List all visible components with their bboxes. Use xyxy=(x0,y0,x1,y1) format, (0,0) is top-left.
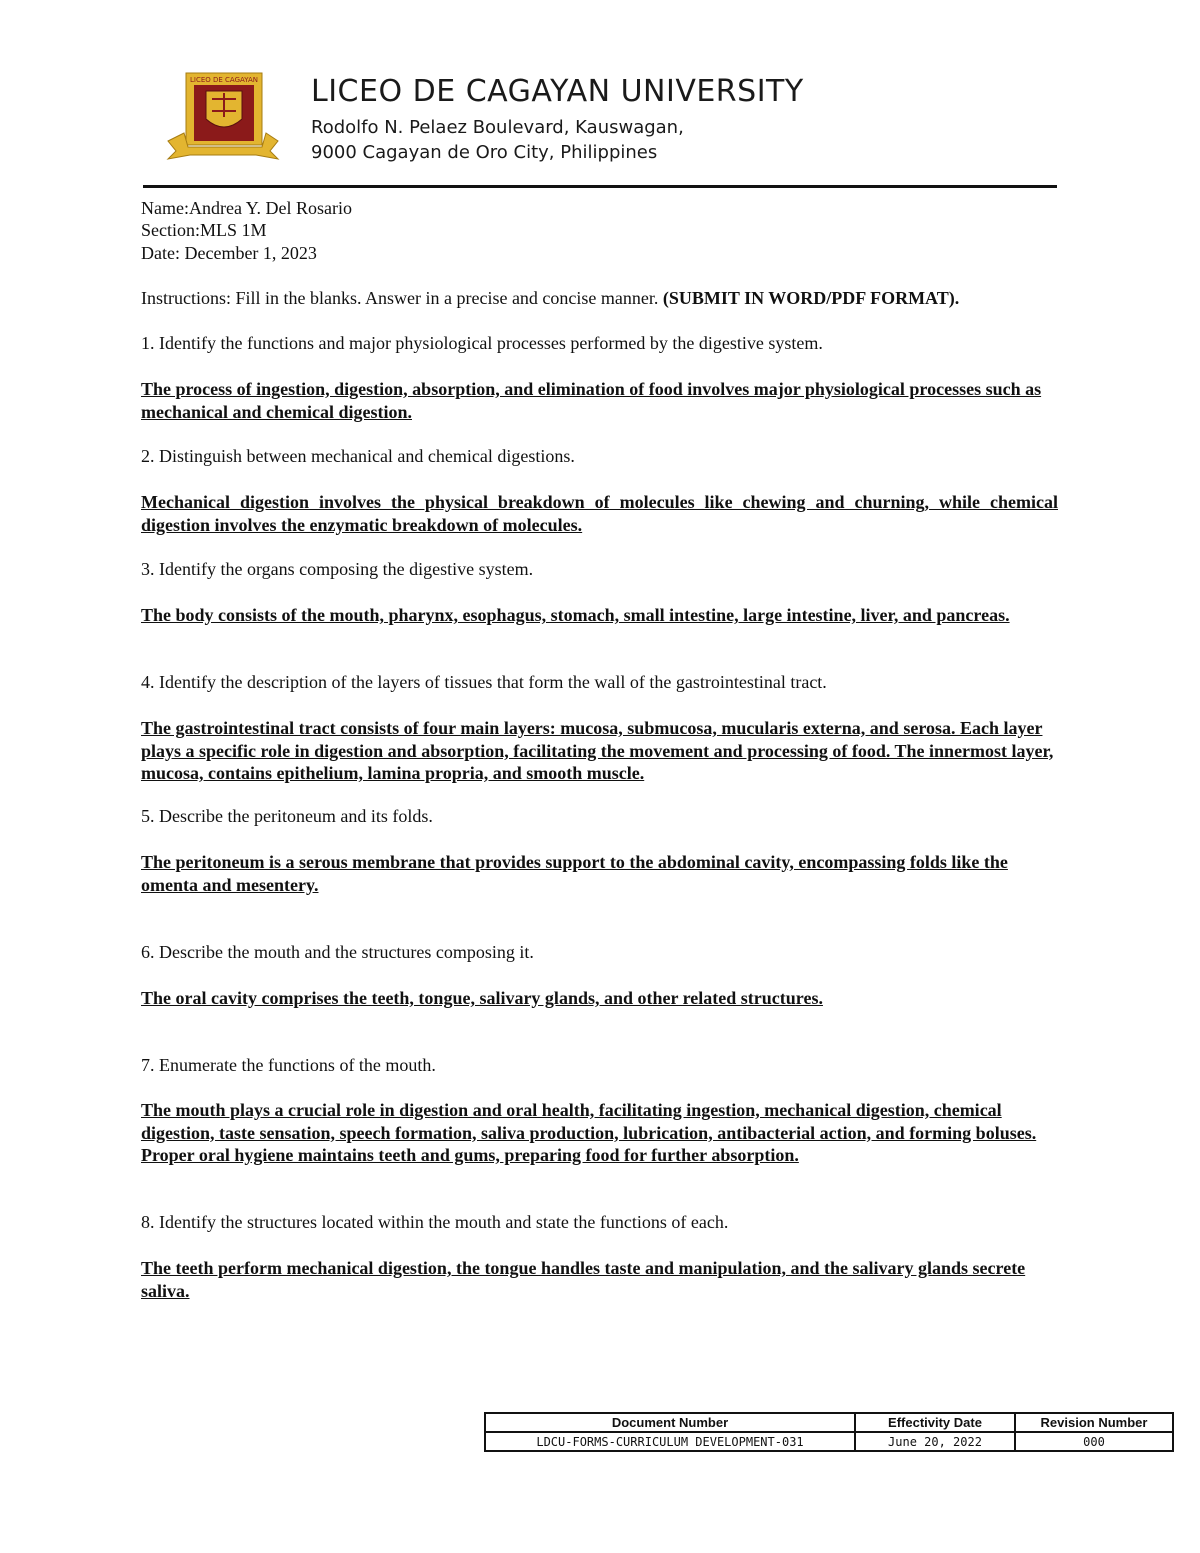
document-number-value: LDCU-FORMS-CURRICULUM DEVELOPMENT-031 xyxy=(485,1432,855,1451)
header-document-number: Document Number xyxy=(485,1413,855,1432)
university-seal-logo xyxy=(166,71,280,163)
instructions-emphasis: (SUBMIT IN WORD/PDF FORMAT). xyxy=(662,288,960,308)
answer-5: The peritoneum is a serous membrane that provides support to the abdominal cavity, encompassing folds like the omenta and mesentery. xyxy=(141,852,1008,895)
question-6: 6. Describe the mouth and the structures composing it. xyxy=(141,942,534,962)
question-3: 3. Identify the organs composing the digestive system. xyxy=(141,559,534,579)
answer-7: The mouth plays a crucial role in digestion and oral health, facilitating ingestion, mechanical digestion, chemical digestion, taste sensation, speech formation, saliva production, lubrication, antibacterial action, and forming boluses. Proper oral hygiene maintains teeth and gums, preparing food for further absorption. xyxy=(141,1100,1037,1165)
answer-1: The process of ingestion, digestion, absorption, and elimination of food involves major physiological processes such as mechanical and chemical digestion. xyxy=(141,379,1042,422)
university-name: LICEO DE CAGAYAN UNIVERSITY xyxy=(311,74,804,109)
question-7: 7. Enumerate the functions of the mouth. xyxy=(141,1055,436,1075)
student-section: Section:MLS 1M xyxy=(141,220,267,240)
instructions xyxy=(141,288,959,309)
question-2: 2. Distinguish between mechanical and chemical digestions. xyxy=(141,446,575,466)
question-4: 4. Identify the description of the layers of tissues that form the wall of the gastrointestinal tract. xyxy=(141,672,827,692)
header-revision-number: Revision Number xyxy=(1015,1413,1173,1432)
submission-date: Date: December 1, 2023 xyxy=(141,243,317,263)
question-1: 1. Identify the functions and major physiological processes performed by the digestive system. xyxy=(141,333,823,353)
header-effectivity-date: Effectivity Date xyxy=(855,1413,1015,1432)
answer-4: The gastrointestinal tract consists of four main layers: mucosa, submucosa, mucularis externa, and serosa. Each layer plays a specific role in digestion and absorption, facilitating the movement and processing of food. The innermost layer, mucosa, contains epithelium, lamina propria, and smooth muscle. xyxy=(141,718,1054,783)
revision-number-value: 000 xyxy=(1015,1432,1173,1451)
address-line-2: 9000 Cagayan de Oro City, Philippines xyxy=(311,142,658,163)
answer-2: Mechanical digestion involves the physical breakdown of molecules like chewing and churning, while chemical digestion involves the enzymatic breakdown of molecules. xyxy=(141,492,1058,535)
student-name: Name:Andrea Y. Del Rosario xyxy=(141,198,352,218)
svg-text:LICEO DE CAGAYAN: LICEO DE CAGAYAN xyxy=(189,76,259,84)
answer-8: The teeth perform mechanical digestion, the tongue handles taste and manipulation, and the salivary glands secrete saliva. xyxy=(141,1258,1026,1301)
instructions-text: Instructions: Fill in the blanks. Answer in a precise and concise manner. xyxy=(141,288,663,308)
table-row xyxy=(485,1432,1173,1451)
question-8: 8. Identify the structures located within the mouth and state the functions of each. xyxy=(141,1212,729,1232)
document-control-table xyxy=(484,1412,1174,1452)
answer-6: The oral cavity comprises the teeth, tongue, salivary glands, and other related structures. xyxy=(141,988,823,1008)
answer-3: The body consists of the mouth, pharynx, esophagus, stomach, small intestine, large intestine, liver, and pancreas. xyxy=(141,605,1010,625)
question-5: 5. Describe the peritoneum and its folds. xyxy=(141,806,433,826)
header-divider xyxy=(143,185,1057,188)
address-line-1: Rodolfo N. Pelaez Boulevard, Kauswagan, xyxy=(311,117,684,138)
table-header-row xyxy=(485,1413,1173,1432)
effectivity-date-value: June 20, 2022 xyxy=(855,1432,1015,1451)
